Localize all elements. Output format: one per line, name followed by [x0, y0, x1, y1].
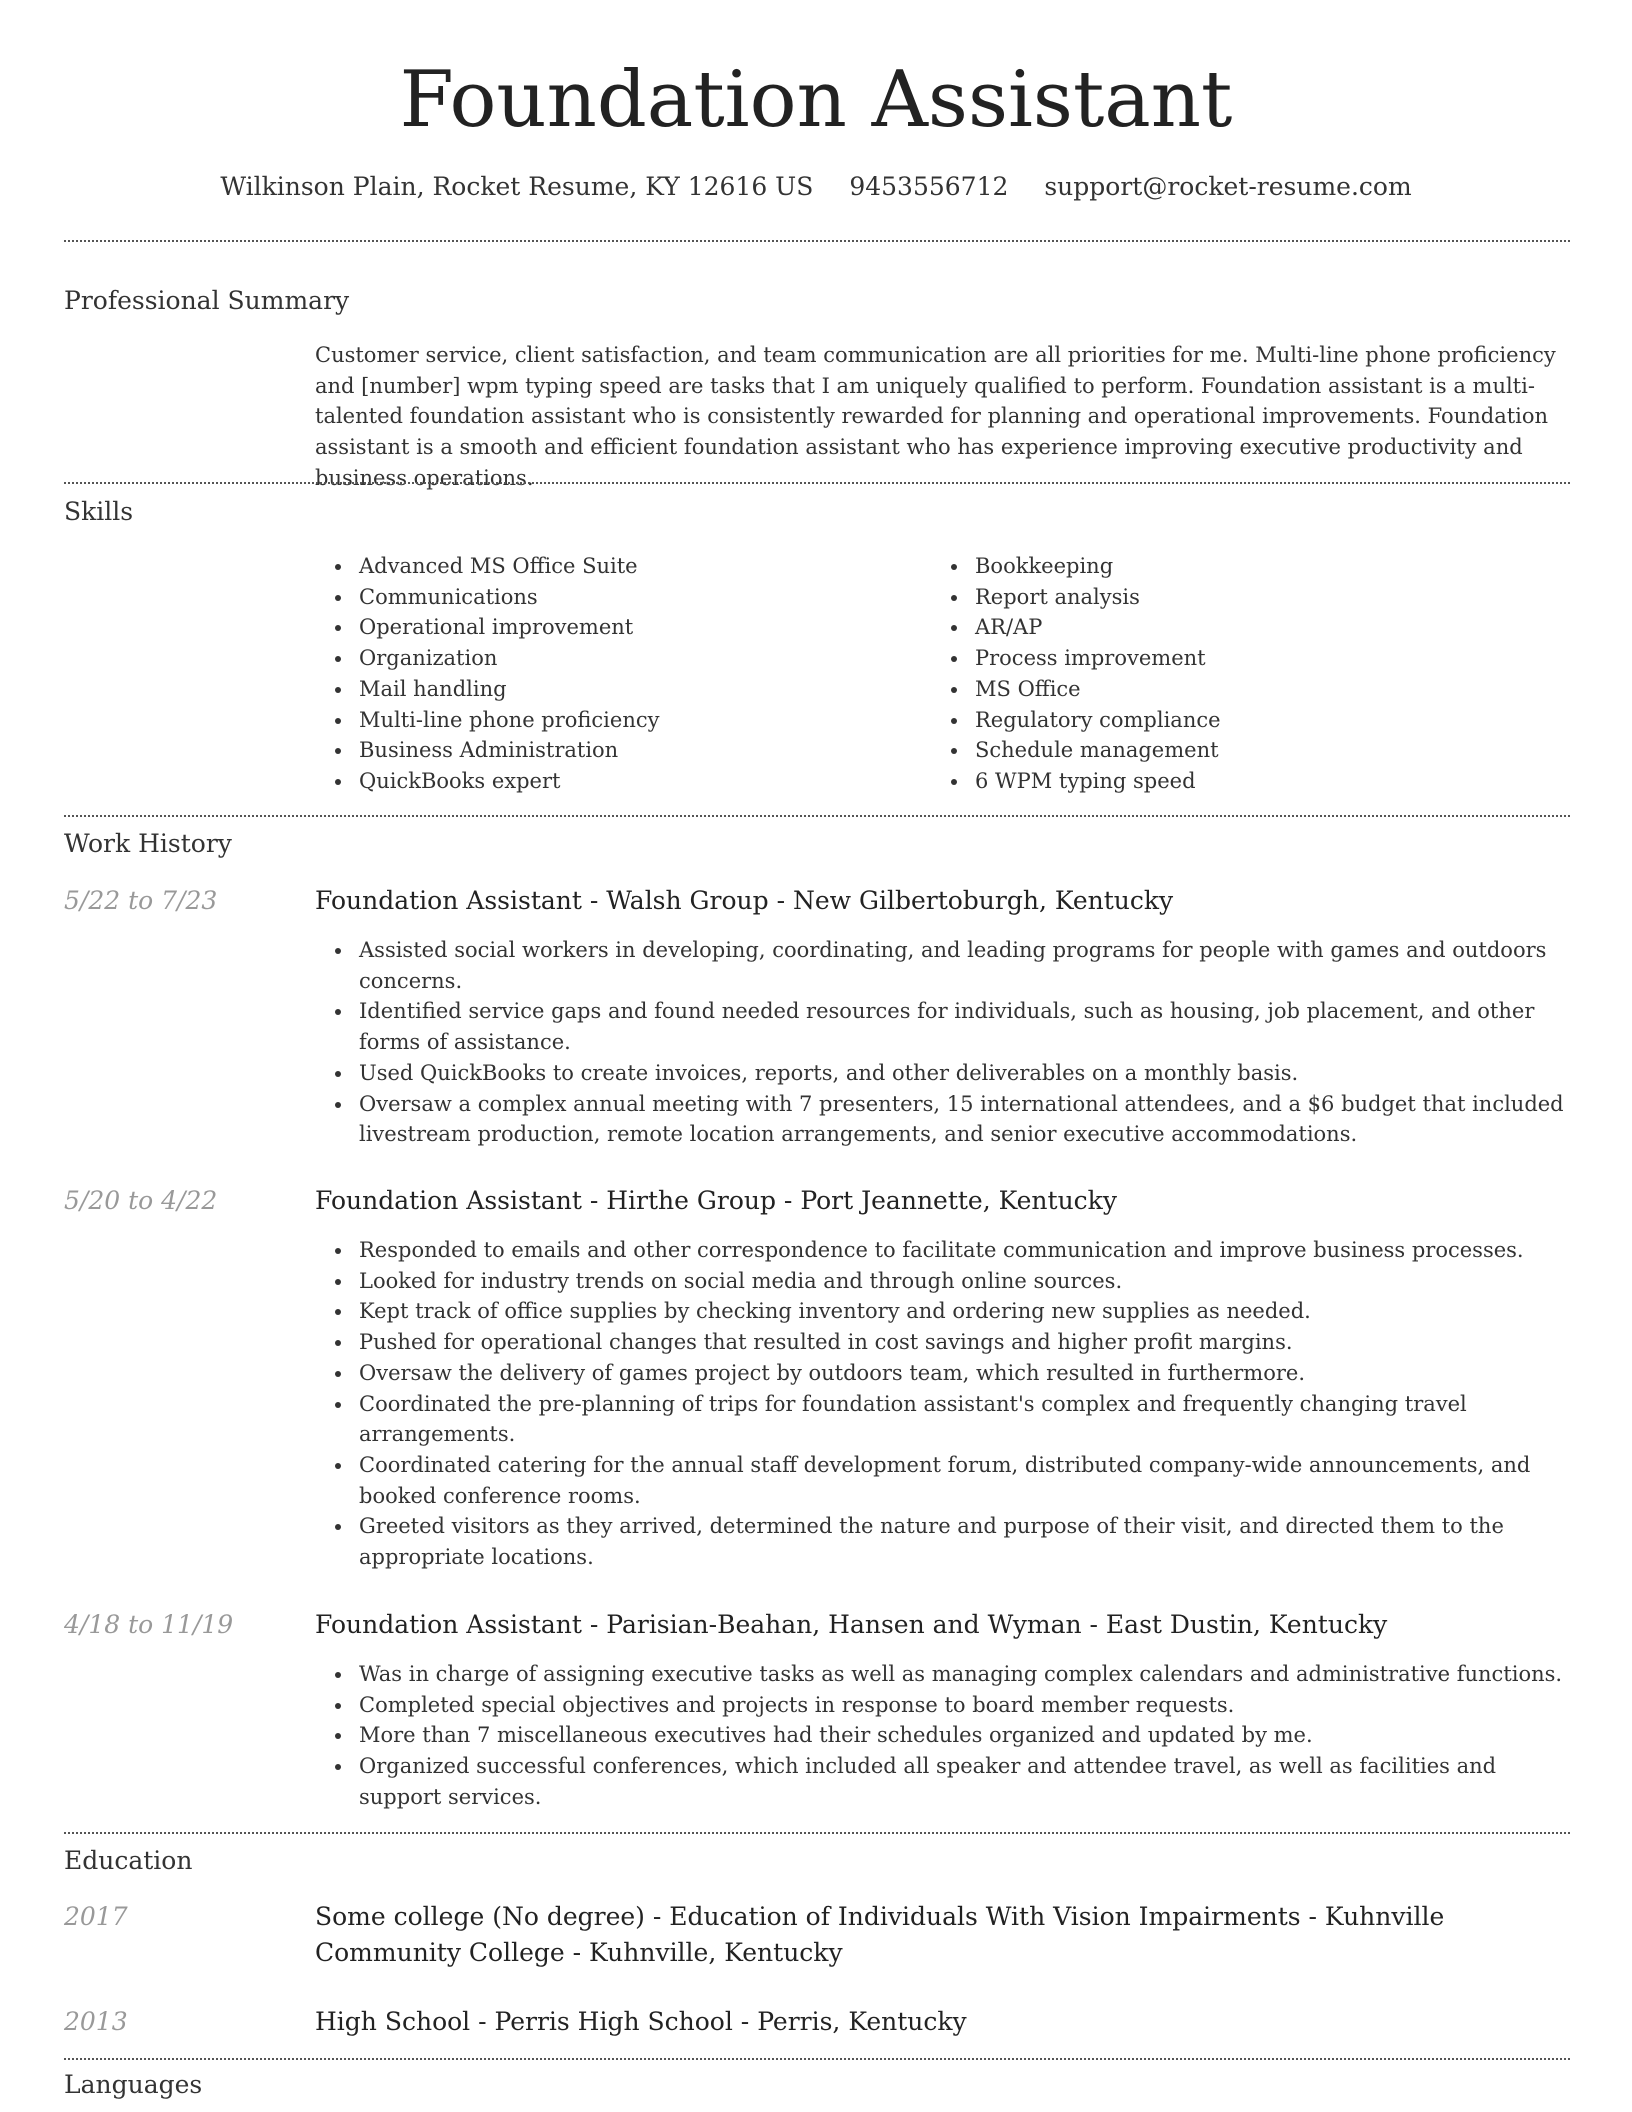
education-entry: High School - Perris High School - Perris, Kentucky	[315, 2007, 967, 2036]
job-bullet: Responded to emails and other correspondence to facilitate communication and improve business processes.	[315, 1235, 1565, 1266]
skills-list-right	[931, 551, 1531, 797]
skill-item: AR/AP	[931, 612, 1531, 643]
skill-item: MS Office	[931, 674, 1531, 705]
education-year: 2017	[64, 1902, 128, 1931]
job-bullets	[315, 1235, 1565, 1573]
skill-item: Regulatory compliance	[931, 705, 1531, 736]
section-divider	[64, 1832, 1570, 1834]
contact-address: Wilkinson Plain, Rocket Resume, KY 12616 US	[220, 172, 814, 201]
skill-item: Schedule management	[931, 735, 1531, 766]
job-bullets	[315, 935, 1565, 1150]
section-title-skills: Skills	[64, 497, 134, 526]
job-bullet: Oversaw a complex annual meeting with 7 presenters, 15 international attendees, and a $6 budget that included livestream production, remote location arrangements, and senior executive accommodations.	[315, 1089, 1565, 1150]
job-bullet: Coordinated the pre-planning of trips for foundation assistant's complex and frequently changing travel arrangements.	[315, 1389, 1565, 1450]
job-bullet: Organized successful conferences, which included all speaker and attendee travel, as well as facilities and support services.	[315, 1751, 1565, 1812]
skill-item: Organization	[315, 643, 915, 674]
skill-item: Business Administration	[315, 735, 915, 766]
job-title: Foundation Assistant - Parisian-Beahan, Hansen and Wyman - East Dustin, Kentucky	[315, 1610, 1388, 1639]
job-bullet: Identified service gaps and found needed resources for individuals, such as housing, job placement, and other forms of assistance.	[315, 996, 1565, 1057]
skill-item: Communications	[315, 582, 915, 613]
skill-item: Operational improvement	[315, 612, 915, 643]
skill-item: QuickBooks expert	[315, 766, 915, 797]
skill-item: Process improvement	[931, 643, 1531, 674]
skill-item: Multi-line phone proficiency	[315, 705, 915, 736]
section-divider	[64, 2058, 1570, 2060]
education-year: 2013	[64, 2007, 128, 2036]
job-bullet: Assisted social workers in developing, coordinating, and leading programs for people with games and outdoors concerns.	[315, 935, 1565, 996]
job-dates: 4/18 to 11/19	[64, 1610, 234, 1639]
job-bullet: Pushed for operational changes that resulted in cost savings and higher profit margins.	[315, 1327, 1565, 1358]
job-bullet: Completed special objectives and projects in response to board member requests.	[315, 1690, 1565, 1721]
summary-text: Customer service, client satisfaction, and team communication are all priorities for me. Multi-line phone proficiency and [number] wpm typing speed are tasks that I am uniquely qualified to perform. Foundation assistant is a multi-talented foundation assistant who is consistently rewarded for planning and operational improvements. Foundation assistant is a smooth and efficient foundation assistant who has experience improving executive productivity and business operations.	[315, 343, 1556, 490]
job-bullet: Oversaw the delivery of games project by outdoors team, which resulted in furthermore.	[315, 1358, 1565, 1389]
section-title-education: Education	[64, 1846, 193, 1875]
job-bullet: Greeted visitors as they arrived, determined the nature and purpose of their visit, and directed them to the appropriate locations.	[315, 1511, 1565, 1572]
section-divider	[64, 482, 1570, 484]
job-bullets	[315, 1659, 1565, 1813]
job-dates: 5/20 to 4/22	[64, 1186, 218, 1215]
skill-item: 6 WPM typing speed	[931, 766, 1531, 797]
section-title-languages: Languages	[64, 2070, 203, 2099]
skills-list-left	[315, 551, 915, 797]
skill-item: Mail handling	[315, 674, 915, 705]
contact-email: support@rocket-resume.com	[1044, 172, 1412, 201]
resume-name: Foundation Assistant	[399, 55, 1233, 145]
section-divider	[64, 815, 1570, 817]
job-bullet: Was in charge of assigning executive tasks as well as managing complex calendars and administrative functions.	[315, 1659, 1565, 1690]
job-bullet: Kept track of office supplies by checking inventory and ordering new supplies as needed.	[315, 1296, 1565, 1327]
contact-phone: 9453556712	[849, 172, 1009, 201]
skill-item: Advanced MS Office Suite	[315, 551, 915, 582]
job-bullet: More than 7 miscellaneous executives had their schedules organized and updated by me.	[315, 1720, 1565, 1751]
job-bullet: Used QuickBooks to create invoices, reports, and other deliverables on a monthly basis.	[315, 1058, 1565, 1089]
contact-line	[0, 170, 1632, 204]
education-entry: Some college (No degree) - Education of Individuals With Vision Impairments - Kuhnville Community College - Kuhnville, Kentucky	[315, 1902, 1445, 1967]
job-bullet: Looked for industry trends on social media and through online sources.	[315, 1266, 1565, 1297]
section-title-work: Work History	[64, 829, 232, 858]
section-divider	[64, 240, 1570, 242]
job-bullet: Coordinated catering for the annual staff development forum, distributed company-wide announcements, and booked conference rooms.	[315, 1450, 1565, 1511]
job-dates: 5/22 to 7/23	[64, 886, 218, 915]
section-title-summary: Professional Summary	[64, 286, 350, 315]
skill-item: Report analysis	[931, 582, 1531, 613]
skill-item: Bookkeeping	[931, 551, 1531, 582]
job-title: Foundation Assistant - Hirthe Group - Port Jeannette, Kentucky	[315, 1186, 1117, 1215]
job-title: Foundation Assistant - Walsh Group - New Gilbertoburgh, Kentucky	[315, 886, 1174, 915]
